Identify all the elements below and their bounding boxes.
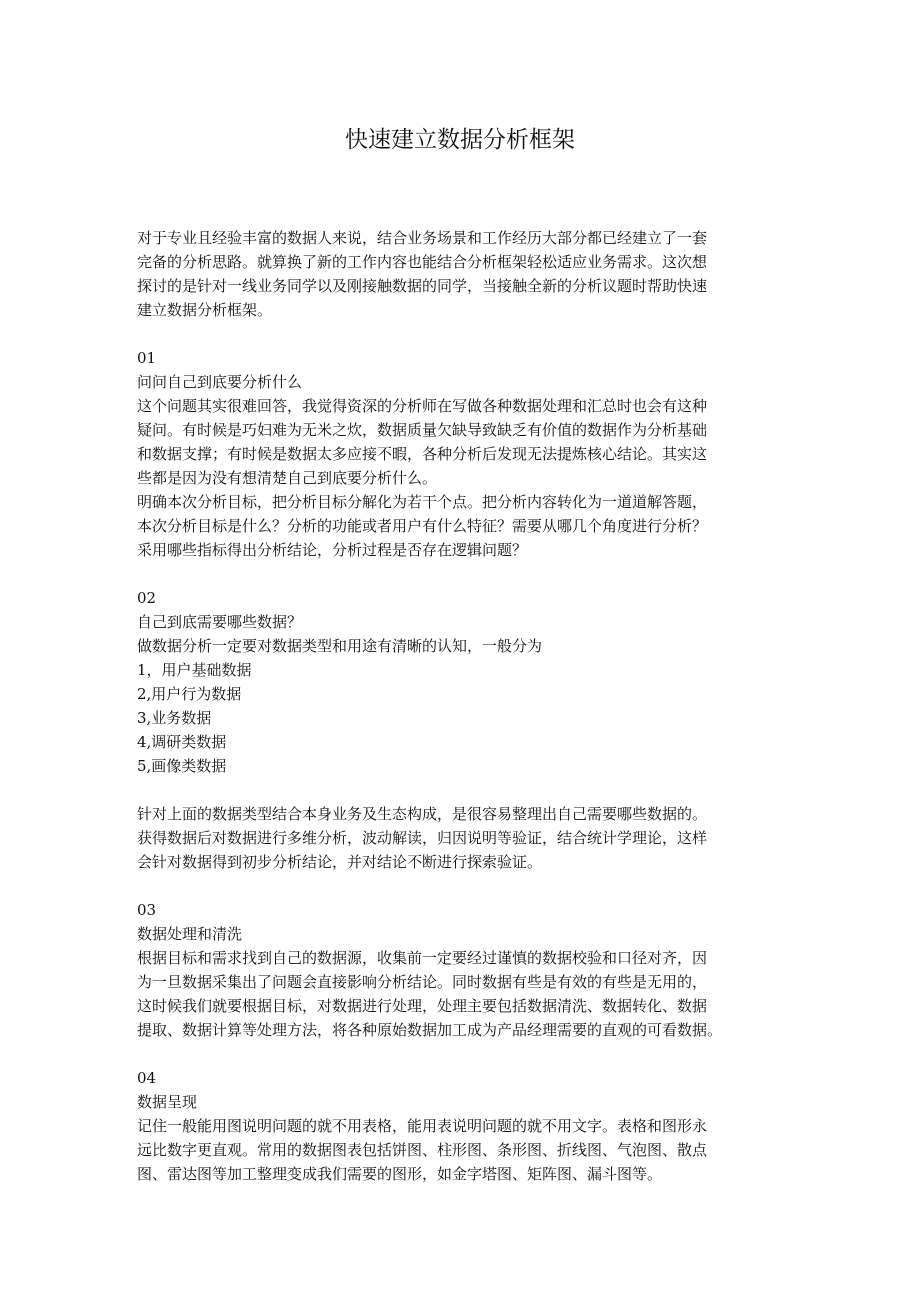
section-01 (137, 346, 787, 562)
text-line: 探讨的是针对一线业务同学以及刚接触数据的同学，当接触全新的分析议题时帮助快速 (137, 277, 708, 295)
list-item: 4,调研类数据 (137, 733, 227, 751)
text-line: 记住一般能用图说明问题的就不用表格，能用表说明问题的就不用文字。表格和图形永 (137, 1117, 708, 1135)
section-heading: 数据呈现 (137, 1093, 198, 1111)
section-number: 04 (137, 1069, 157, 1087)
spacer (137, 778, 787, 802)
section-heading: 问问自己到底要分析什么 (137, 373, 303, 391)
section-number: 02 (137, 589, 157, 607)
text-line: 为一旦数据采集出了问题会直接影响分析结论。同时数据有些是有效的有些是无用的， (137, 973, 708, 991)
text-line: 和数据支撑；有时候是数据太多应接不暇，各种分析后发现无法提炼核心结论。其实这 (137, 445, 708, 463)
text-line: 做数据分析一定要对数据类型和用途有清晰的认知，一般分为 (137, 637, 543, 655)
text-line: 对于专业且经验丰富的数据人来说，结合业务场景和工作经历大部分都已经建立了一套 (137, 229, 708, 247)
section-number: 03 (137, 901, 157, 919)
text-line: 疑问。有时候是巧妇难为无米之炊，数据质量欠缺导致缺乏有价值的数据作为分析基础 (137, 421, 708, 439)
section-heading: 自己到底需要哪些数据？ (137, 613, 303, 631)
text-line: 明确本次分析目标，把分析目标分解化为若干个点。把分析内容转化为一道道解答题， (137, 493, 708, 511)
document-body (137, 226, 787, 1186)
text-line: 些都是因为没有想清楚自己到底要分析什么。 (137, 469, 438, 487)
spacer (137, 1042, 787, 1066)
spacer (137, 322, 787, 346)
section-heading: 数据处理和清洗 (137, 925, 243, 943)
spacer (137, 874, 787, 898)
text-line: 根据目标和需求找到自己的数据源，收集前一定要经过谨慎的数据校验和口径对齐，因 (137, 949, 708, 967)
page-title: 快速建立数据分析框架 (345, 127, 575, 153)
section-03 (137, 898, 787, 1042)
intro-paragraph (137, 226, 787, 322)
list-item: 3,业务数据 (137, 709, 212, 727)
text-line: 针对上面的数据类型结合本身业务及生态构成，是很容易整理出自己需要哪些数据的。 (137, 805, 708, 823)
text-line: 建立数据分析框架。 (137, 301, 273, 319)
text-line: 这时候我们就要根据目标，对数据进行处理，处理主要包括数据清洗、数据转化、数据 (137, 997, 708, 1015)
text-line: 获得数据后对数据进行多维分析，波动解读，归因说明等验证，结合统计学理论，这样 (137, 829, 708, 847)
section-04 (137, 1066, 787, 1186)
text-line: 本次分析目标是什么？分析的功能或者用户有什么特征？需要从哪几个角度进行分析？ (137, 517, 708, 535)
text-line: 提取、数据计算等处理方法，将各种原始数据加工成为产品经理需要的直观的可看数据。 (137, 1021, 723, 1039)
list-item: 2,用户行为数据 (137, 685, 242, 703)
list-item: 1，用户基础数据 (137, 661, 252, 679)
section-number: 01 (137, 349, 157, 367)
section-02 (137, 586, 787, 874)
text-line: 图、雷达图等加工整理变成我们需要的图形，如金字塔图、矩阵图、漏斗图等。 (137, 1165, 663, 1183)
text-line: 完备的分析思路。就算换了新的工作内容也能结合分析框架轻松适应业务需求。这次想 (137, 253, 708, 271)
text-line: 远比数字更直观。常用的数据图表包括饼图、柱形图、条形图、折线图、气泡图、散点 (137, 1141, 708, 1159)
text-line: 采用哪些指标得出分析结论，分析过程是否存在逻辑问题？ (137, 541, 528, 559)
spacer (137, 562, 787, 586)
list-item: 5,画像类数据 (137, 757, 227, 775)
text-line: 会针对数据得到初步分析结论，并对结论不断进行探索验证。 (137, 853, 543, 871)
text-line: 这个问题其实很难回答，我觉得资深的分析师在写做各种数据处理和汇总时也会有这种 (137, 397, 708, 415)
